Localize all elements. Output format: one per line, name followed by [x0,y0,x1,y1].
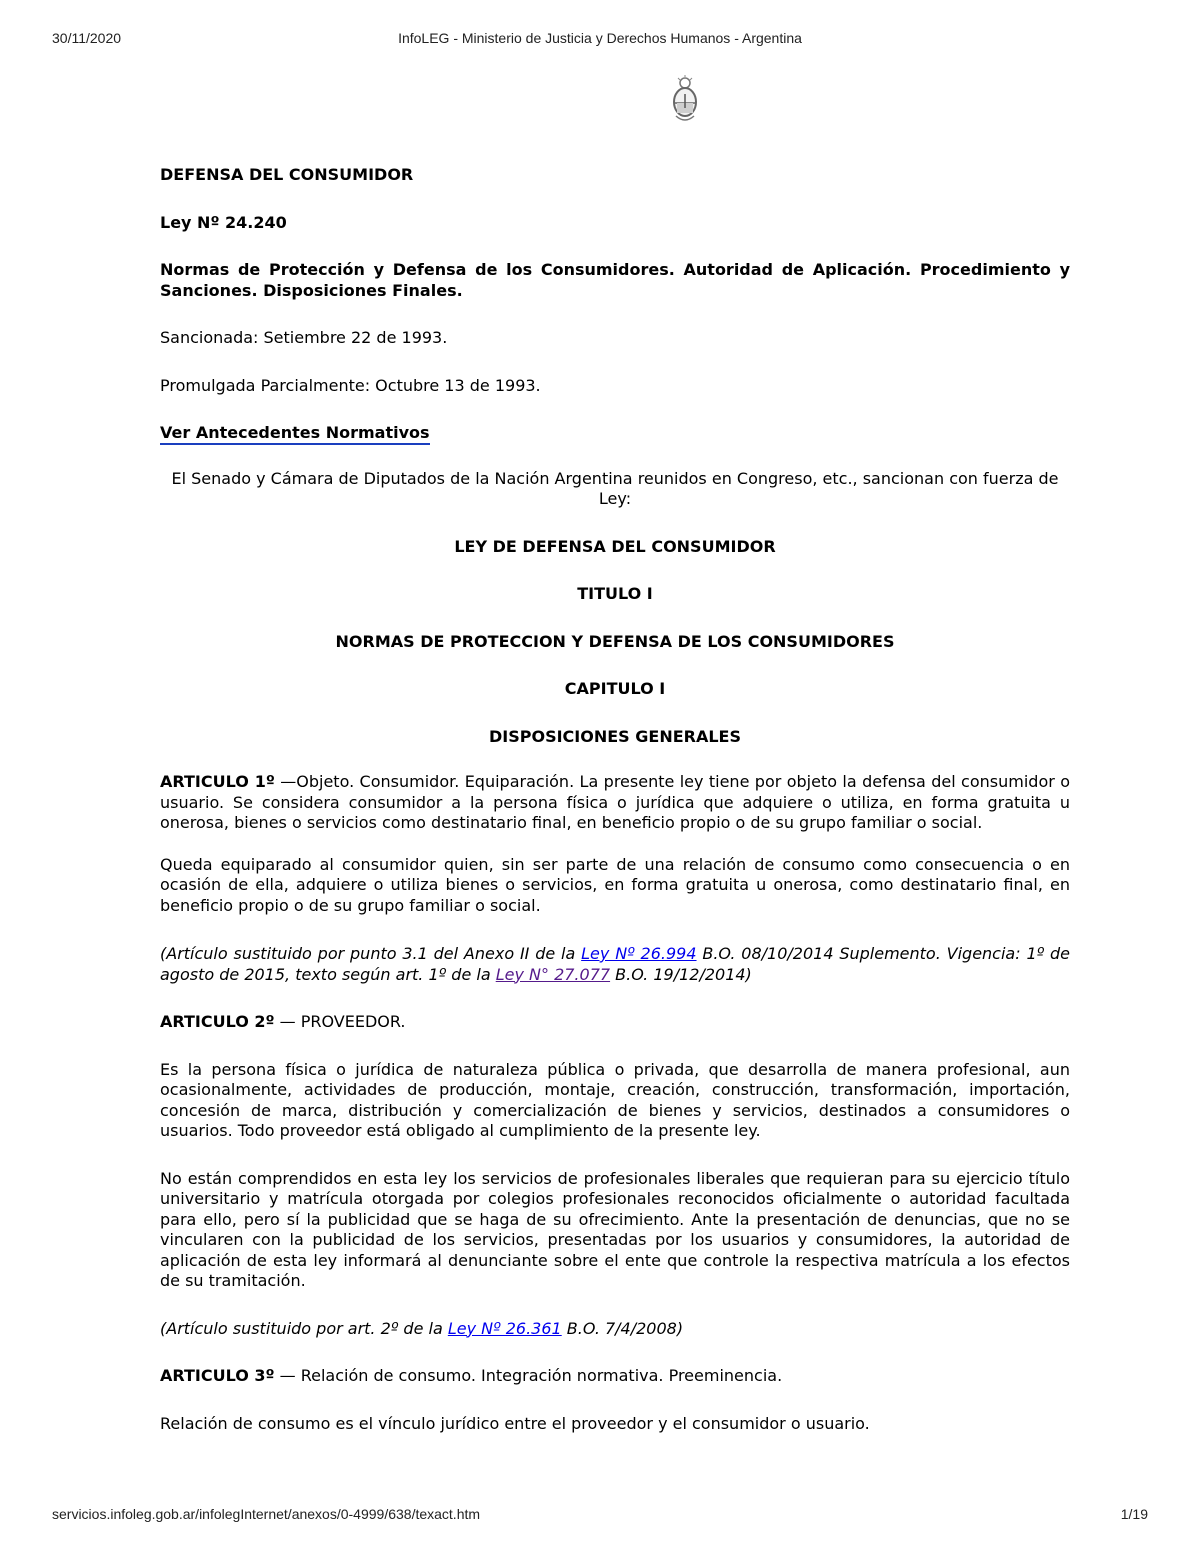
article-3-text: — Relación de consumo. Integración normativa. Preeminencia. [274,1366,783,1385]
law-subtitle: Normas de Protección y Defensa de los Consumidores. Autoridad de Aplicación. Procedimiento y Sanciones. Disposiciones Finales. [160,260,1070,300]
article-2-paragraph-1: Es la persona física o jurídica de naturaleza pública o privada, que desarrolla de manera profesional, aun ocasionalmente, actividades de producción, montaje, creación, construcción, transformación, importación, concesión de marca, distribución y comercialización de bienes y servicios, destinados a consumidores o usuarios. Todo proveedor está obligado al cumplimiento de la presente ley. [160,1059,1070,1140]
article-3-label: ARTICULO 3º [160,1366,275,1385]
article-3-paragraph-1: Relación de consumo es el vínculo jurídico entre el proveedor y el consumidor o usuario. [160,1413,870,1433]
print-url: servicios.infoleg.gob.ar/infolegInternet/anexos/0-4999/638/texact.htm [52,1506,481,1522]
article-2-text: — PROVEEDOR. [274,1012,406,1031]
article-1-note-text-c: B.O. 19/12/2014) [610,964,752,984]
print-site-title: InfoLEG - Ministerio de Justicia y Derechos Humanos - Argentina [398,30,802,46]
article-1-paragraph-2: Queda equiparado al consumidor quien, sin ser parte de una relación de consumo como consecuencia o en ocasión de ella, adquiere o utiliza bienes o servicios, en forma gratuita u onerosa, como destinatario final, en beneficio propio o de su grupo familiar o social. [160,854,1070,915]
ley-27077-link[interactable]: Ley N° 27.077 [495,964,611,984]
coat-of-arms-icon [668,74,702,124]
print-header [0,30,1200,50]
article-1-text: —Objeto. Consumidor. Equiparación. La presente ley tiene por objeto la defensa del consumidor o usuario. Se considera consumidor a la persona física o jurídica que adquiere o utiliza, en forma gratuita u onerosa, bienes o servicios como destinatario final, en beneficio propio o de su grupo familiar o social. [160,772,1070,832]
preamble: El Senado y Cámara de Diputados de la Nación Argentina reunidos en Congreso, etc., sancionan con fuerza de Ley: [171,468,1059,508]
article-3 [160,1366,1070,1387]
law-document [160,165,1070,1434]
print-footer [0,1506,1200,1526]
promulgada-date: Promulgada Parcialmente: Octubre 13 de 1993. [160,375,541,395]
article-2-paragraph-2: No están comprendidos en esta ley los servicios de profesionales liberales que requieran para su ejercicio título universitario y matrícula otorgada por colegios profesionales reconocidos oficialmente o autoridad facultada para ello, pero sí la publicidad que se haga de su ofrecimiento. Ante la presentación de denuncias, que no se vincularen con la publicidad de los servicios, presentadas por los usuarios y consumidores, la autoridad de aplicación de esta ley informará al denunciante sobre el ente que controle la respectiva matrícula a los efectos de su tramitación. [160,1168,1070,1290]
article-1-label: ARTICULO 1º [160,772,275,791]
ley-26994-link[interactable]: Ley Nº 26.994 [581,944,697,963]
page-number: 1/19 [1120,1506,1148,1522]
article-1-note-text-b: B.O. 08/10/2014 Suplemento. Vigencia: 1º de agosto de 2015, texto según art. 1º de la [160,944,1071,984]
article-2-note [160,1319,1070,1340]
antecedentes-link[interactable]: Ver Antecedentes Normativos [160,423,430,445]
law-number: Ley Nº 24.240 [160,212,287,232]
titulo-name: NORMAS DE PROTECCION Y DEFENSA DE LOS CONSUMIDORES [335,631,895,651]
article-2-note-text-a: (Artículo sustituido por art. 2º de la [160,1318,448,1338]
document-heading: DEFENSA DEL CONSUMIDOR [160,165,414,184]
titulo-heading: TITULO I [577,584,653,603]
ley-26361-link[interactable]: Ley Nº 26.361 [447,1318,562,1338]
law-title: LEY DE DEFENSA DEL CONSUMIDOR [454,536,776,556]
article-2 [160,1012,1070,1033]
sancionada-date: Sancionada: Setiembre 22 de 1993. [160,328,448,347]
capitulo-name: DISPOSICIONES GENERALES [488,726,741,746]
article-1-note-text-a: (Artículo sustituido por punto 3.1 del Anexo II de la [160,944,582,963]
print-date: 30/11/2020 [52,30,122,46]
article-1 [160,772,1070,834]
article-2-label: ARTICULO 2º [160,1012,275,1031]
article-1-note [160,944,1070,985]
article-2-note-text-b: B.O. 7/4/2008) [561,1318,684,1338]
capitulo-heading: CAPITULO I [564,679,666,698]
